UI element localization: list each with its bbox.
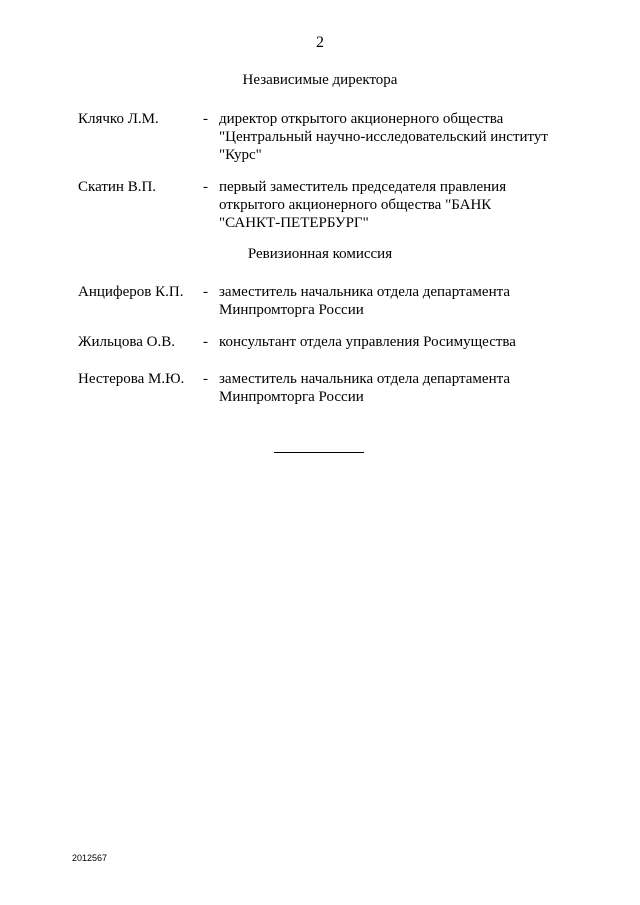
member-description-line: "Курс": [219, 147, 262, 163]
member-description-line: заместитель начальника отдела департамента: [219, 284, 510, 300]
member-dash: -: [203, 111, 208, 127]
member-dash: -: [203, 284, 208, 300]
member-dash: -: [203, 179, 208, 195]
member-description-line: Минпромторга России: [219, 302, 364, 318]
document-code: 2012567: [72, 853, 108, 863]
member-name: Анциферов К.П.: [78, 284, 184, 300]
member-description: [219, 178, 559, 232]
member-dash: -: [203, 334, 208, 350]
member-description-line: директор открытого акционерного общества: [219, 111, 504, 127]
section-heading-audit-commission: Ревизионная комиссия: [247, 246, 393, 262]
member-description-line: открытого акционерного общества "БАНК: [219, 197, 492, 213]
member-description: [219, 283, 559, 319]
member-description-line: Минпромторга России: [219, 389, 364, 405]
member-description: [219, 110, 559, 164]
member-name: Нестерова М.Ю.: [78, 371, 185, 387]
member-description-line: заместитель начальника отдела департамента: [219, 371, 510, 387]
member-name: Скатин В.П.: [78, 179, 157, 195]
page-number: 2: [316, 34, 324, 51]
section-heading-independent-directors: Независимые директора: [242, 72, 398, 88]
end-rule-divider: [274, 452, 364, 453]
member-description: [219, 333, 559, 351]
member-name: Клячко Л.М.: [78, 111, 159, 127]
member-description-line: "Центральный научно-исследовательский институт: [219, 129, 548, 145]
member-description: [219, 370, 559, 406]
member-dash: -: [203, 371, 208, 387]
member-description-line: консультант отдела управления Росимущества: [219, 334, 516, 350]
member-description-line: первый заместитель председателя правления: [219, 179, 507, 195]
member-name: Жильцова О.В.: [78, 334, 175, 350]
member-description-line: "САНКТ-ПЕТЕРБУРГ": [219, 215, 369, 231]
